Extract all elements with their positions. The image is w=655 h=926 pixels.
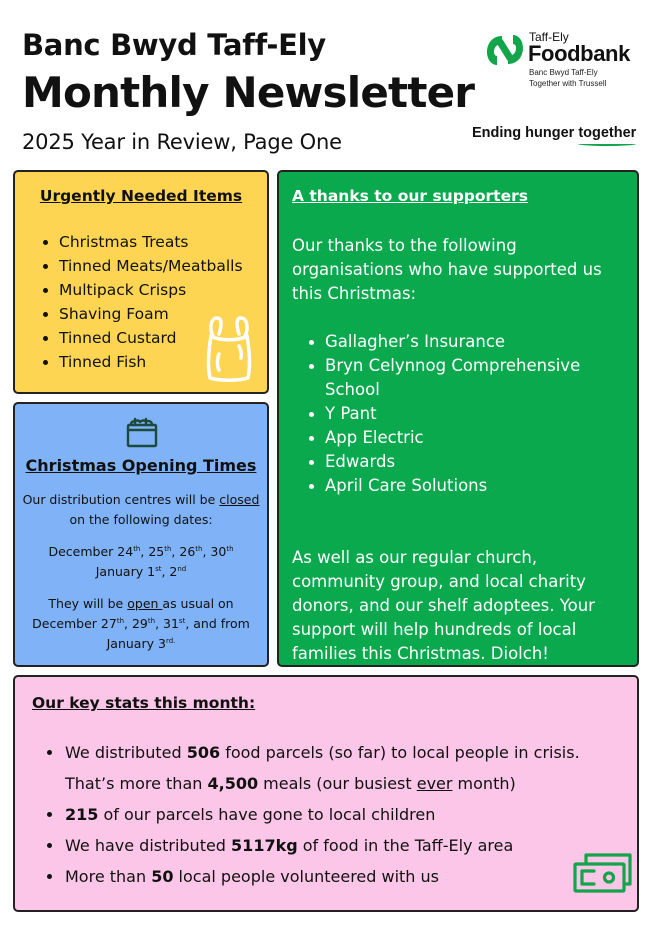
supporters-title: A thanks to our supporters [292, 187, 528, 205]
open-notice-text-end: as usual on [162, 596, 234, 611]
list-item [47, 830, 637, 861]
page-subtitle: 2025 Year in Review, Page One [22, 130, 342, 154]
stat-emphasis: ever [416, 774, 453, 793]
calendar-icon [126, 416, 158, 448]
foodbank-logo [484, 30, 644, 90]
opening-times-panel [13, 402, 269, 667]
closed-notice [21, 490, 261, 530]
stat-text: of our parcels have gone to local children [98, 805, 436, 824]
cash-icon [572, 852, 634, 894]
supporters-intro: Our thanks to the following organisations who have supported us this Christmas: [292, 236, 602, 303]
open-emphasis: open [127, 596, 163, 611]
logo-small-text: Taff-Ely [529, 30, 569, 44]
logo-sub-text-2: Together with Trussell [529, 79, 607, 88]
key-stats-list [47, 737, 637, 892]
stat-text: We distributed [65, 743, 187, 762]
open-dates-january: January $3^{rd.}$ [106, 636, 176, 651]
open-dates-december: December 27th, 29th, 31st, and from [32, 616, 250, 631]
list-item [47, 799, 637, 830]
list-item [47, 737, 637, 768]
stat-text: month) [452, 774, 516, 793]
tagline-emphasis: together [578, 125, 637, 141]
urgent-items-panel [13, 170, 269, 394]
list-item: Y Pant [309, 402, 629, 426]
stat-meals-value: 4,500 [207, 774, 259, 793]
closed-dates-december: December 24th, 25th, 26th, 30th [48, 544, 234, 559]
list-item: Multipack Crisps [43, 278, 243, 302]
stat-text: meals (our busiest [258, 774, 417, 793]
logo-big-text: Foodbank [528, 41, 630, 66]
stat-text: food parcels (so far) to local people in crisis. [220, 743, 580, 762]
tagline-text: Ending hunger [472, 125, 579, 141]
key-stats-title: Our key stats this month: [32, 694, 256, 712]
list-item: Tinned Custard [43, 326, 243, 350]
urgent-items-title: Urgently Needed Items [39, 187, 243, 205]
logo-sub-text-1: Banc Bwyd Taff-Ely [529, 68, 598, 77]
list-item: App Electric [309, 426, 629, 450]
list-item: Gallagher’s Insurance [309, 330, 629, 354]
shopping-bag-icon [205, 314, 253, 384]
header-org-name: Banc Bwyd Taff-Ely [22, 28, 326, 62]
stat-text: We have distributed [65, 836, 232, 855]
stat-text: That’s more than [65, 774, 208, 793]
key-stats-panel [13, 675, 639, 912]
list-item: Tinned Fish [43, 350, 243, 374]
supporters-list [309, 330, 629, 498]
closed-notice-text-end: on the following dates: [69, 512, 213, 527]
opening-times-title: Christmas Opening Times [25, 456, 257, 475]
list-item: Tinned Meats/Meatballs [43, 254, 243, 278]
closed-dates [21, 542, 261, 582]
supporters-panel [277, 170, 639, 667]
list-item: Christmas Treats [43, 230, 243, 254]
list-item: Shaving Foam [43, 302, 243, 326]
closed-emphasis: closed [219, 492, 260, 507]
list-item: Edwards [309, 450, 629, 474]
stat-children-value: 215 [65, 805, 99, 824]
tagline [472, 125, 636, 141]
closed-notice-text: Our distribution centres will be [22, 492, 220, 507]
list-item [47, 861, 637, 892]
tagline-swoosh [578, 142, 636, 146]
closed-dates-january: January 1st, 2nd [95, 564, 187, 579]
stat-text: local people volunteered with us [173, 867, 440, 886]
supporters-outro: As well as our regular church, community group, and local charity donors, and our shelf adoptees. Your support will help hundreds of local families this Christmas. Diolch! [292, 548, 595, 663]
page-title: Monthly Newsletter [22, 68, 475, 117]
open-notice-text: They will be [48, 596, 128, 611]
list-item: April Care Solutions [309, 474, 629, 498]
stat-text: of food in the Taff-Ely area [297, 836, 514, 855]
foodbank-logo-icon [484, 32, 526, 68]
stat-parcels-value: 506 [186, 743, 221, 762]
open-notice [21, 594, 261, 654]
stat-weight-value: 5117kg [231, 836, 298, 855]
list-item: Bryn Celynnog Comprehensive School [309, 354, 629, 402]
stat-text: More than [65, 867, 152, 886]
stat-volunteers-value: 50 [151, 867, 174, 886]
list-item-continued [47, 768, 637, 799]
